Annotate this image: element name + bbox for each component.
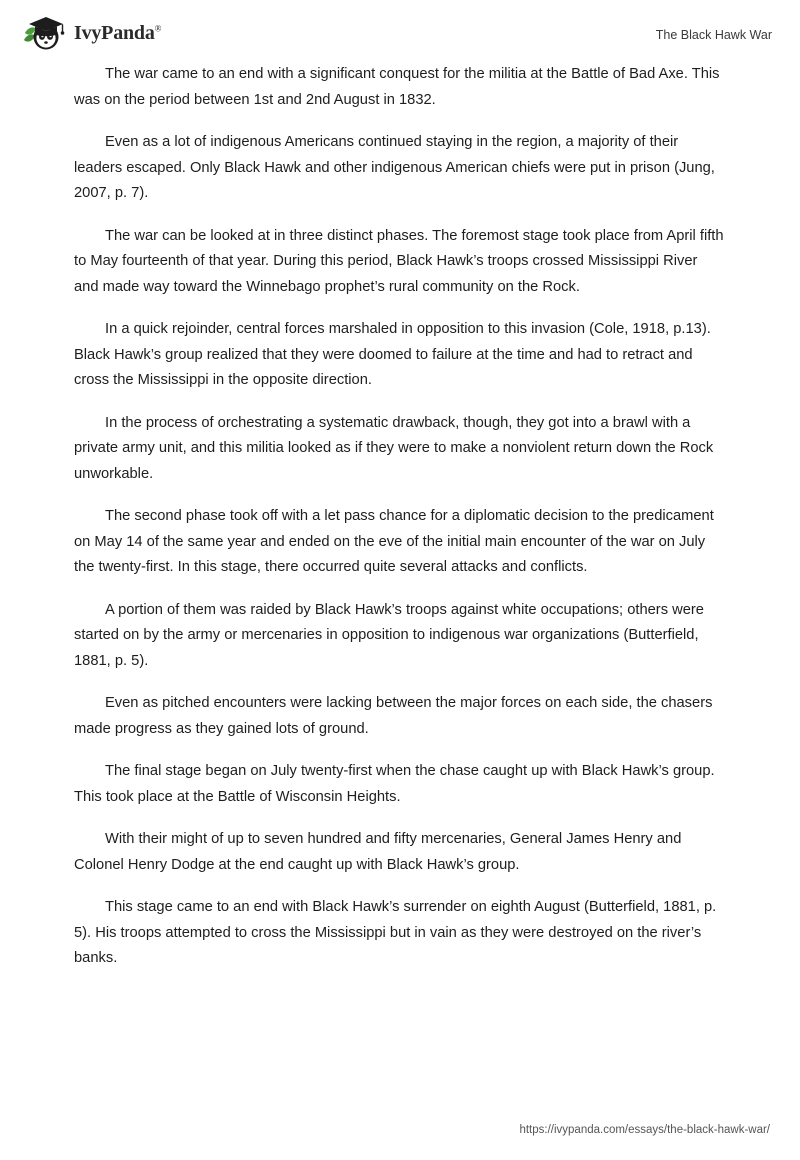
brand-name-text: IvyPanda (74, 21, 155, 44)
paragraph: The final stage began on July twenty-first when the chase caught up with Black Hawk’s group. This took place at the Battle of Wisconsin Heights. (74, 763, 715, 805)
paragraph: In a quick rejoinder, central forces marshaled in opposition to this invasion (Cole, 1918, p.13). Black Hawk’s group realized that they were doomed to failure at the time and had to retract and cross the Mississippi in the opposite direction. (74, 321, 711, 388)
graduation-cap-panda-logo-icon (22, 13, 66, 53)
brand-name (74, 22, 161, 45)
brand[interactable] (22, 13, 161, 53)
source-url-link[interactable]: https://ivypanda.com/essays/the-black-hawk-war/ (519, 1124, 770, 1136)
page-footer (0, 1120, 800, 1138)
paragraph: Even as pitched encounters were lacking between the major forces on each side, the chasers made progress as they gained lots of ground. (74, 695, 713, 737)
paragraph: The second phase took off with a let pass chance for a diplomatic decision to the predicament on May 14 of the same year and ended on the eve of the initial main encounter of the war on July the twenty-first. In this stage, there occurred quite several attacks and conflicts. (74, 508, 714, 575)
document-body (74, 62, 724, 989)
paragraph: This stage came to an end with Black Hawk’s surrender on eighth August (Butterfield, 1881, p. 5). His troops attempted to cross the Mississippi but in vain as they were destroyed on the river’s banks. (74, 899, 717, 966)
paragraph: A portion of them was raided by Black Hawk’s troops against white occupations; others were started on by the army or mercenaries in opposition to indigenous war organizations (Butterfield, 1881, p. 5). (74, 601, 704, 669)
paragraph: The war can be looked at in three distinct phases. The foremost stage took place from April fifth to May fourteenth of that year. During this period, Black Hawk’s troops crossed Mississippi River and made way toward the Winnebago prophet’s rural community on the Rock. (74, 227, 724, 295)
paragraph: Even as a lot of indigenous Americans continued staying in the region, a majority of their leaders escaped. Only Black Hawk and other indigenous American chiefs were put in prison (Jung, 2007, p. 7). (74, 134, 715, 201)
paragraph: In the process of orchestrating a systematic drawback, though, they got into a brawl with a private army unit, and this militia looked as if they were to make a nonviolent return down the Rock unworkable. (74, 414, 714, 482)
registered-mark: ® (154, 22, 162, 33)
document-title: The Black Hawk War (655, 28, 772, 42)
paragraph: With their might of up to seven hundred and fifty mercenaries, General James Henry and Colonel Henry Dodge at the end caught up with Black Hawk’s group. (74, 831, 682, 873)
page-header (0, 0, 800, 56)
paragraph: The war came to an end with a significant conquest for the militia at the Battle of Bad Axe. This was on the period between 1st and 2nd August in 1832. (74, 66, 720, 108)
